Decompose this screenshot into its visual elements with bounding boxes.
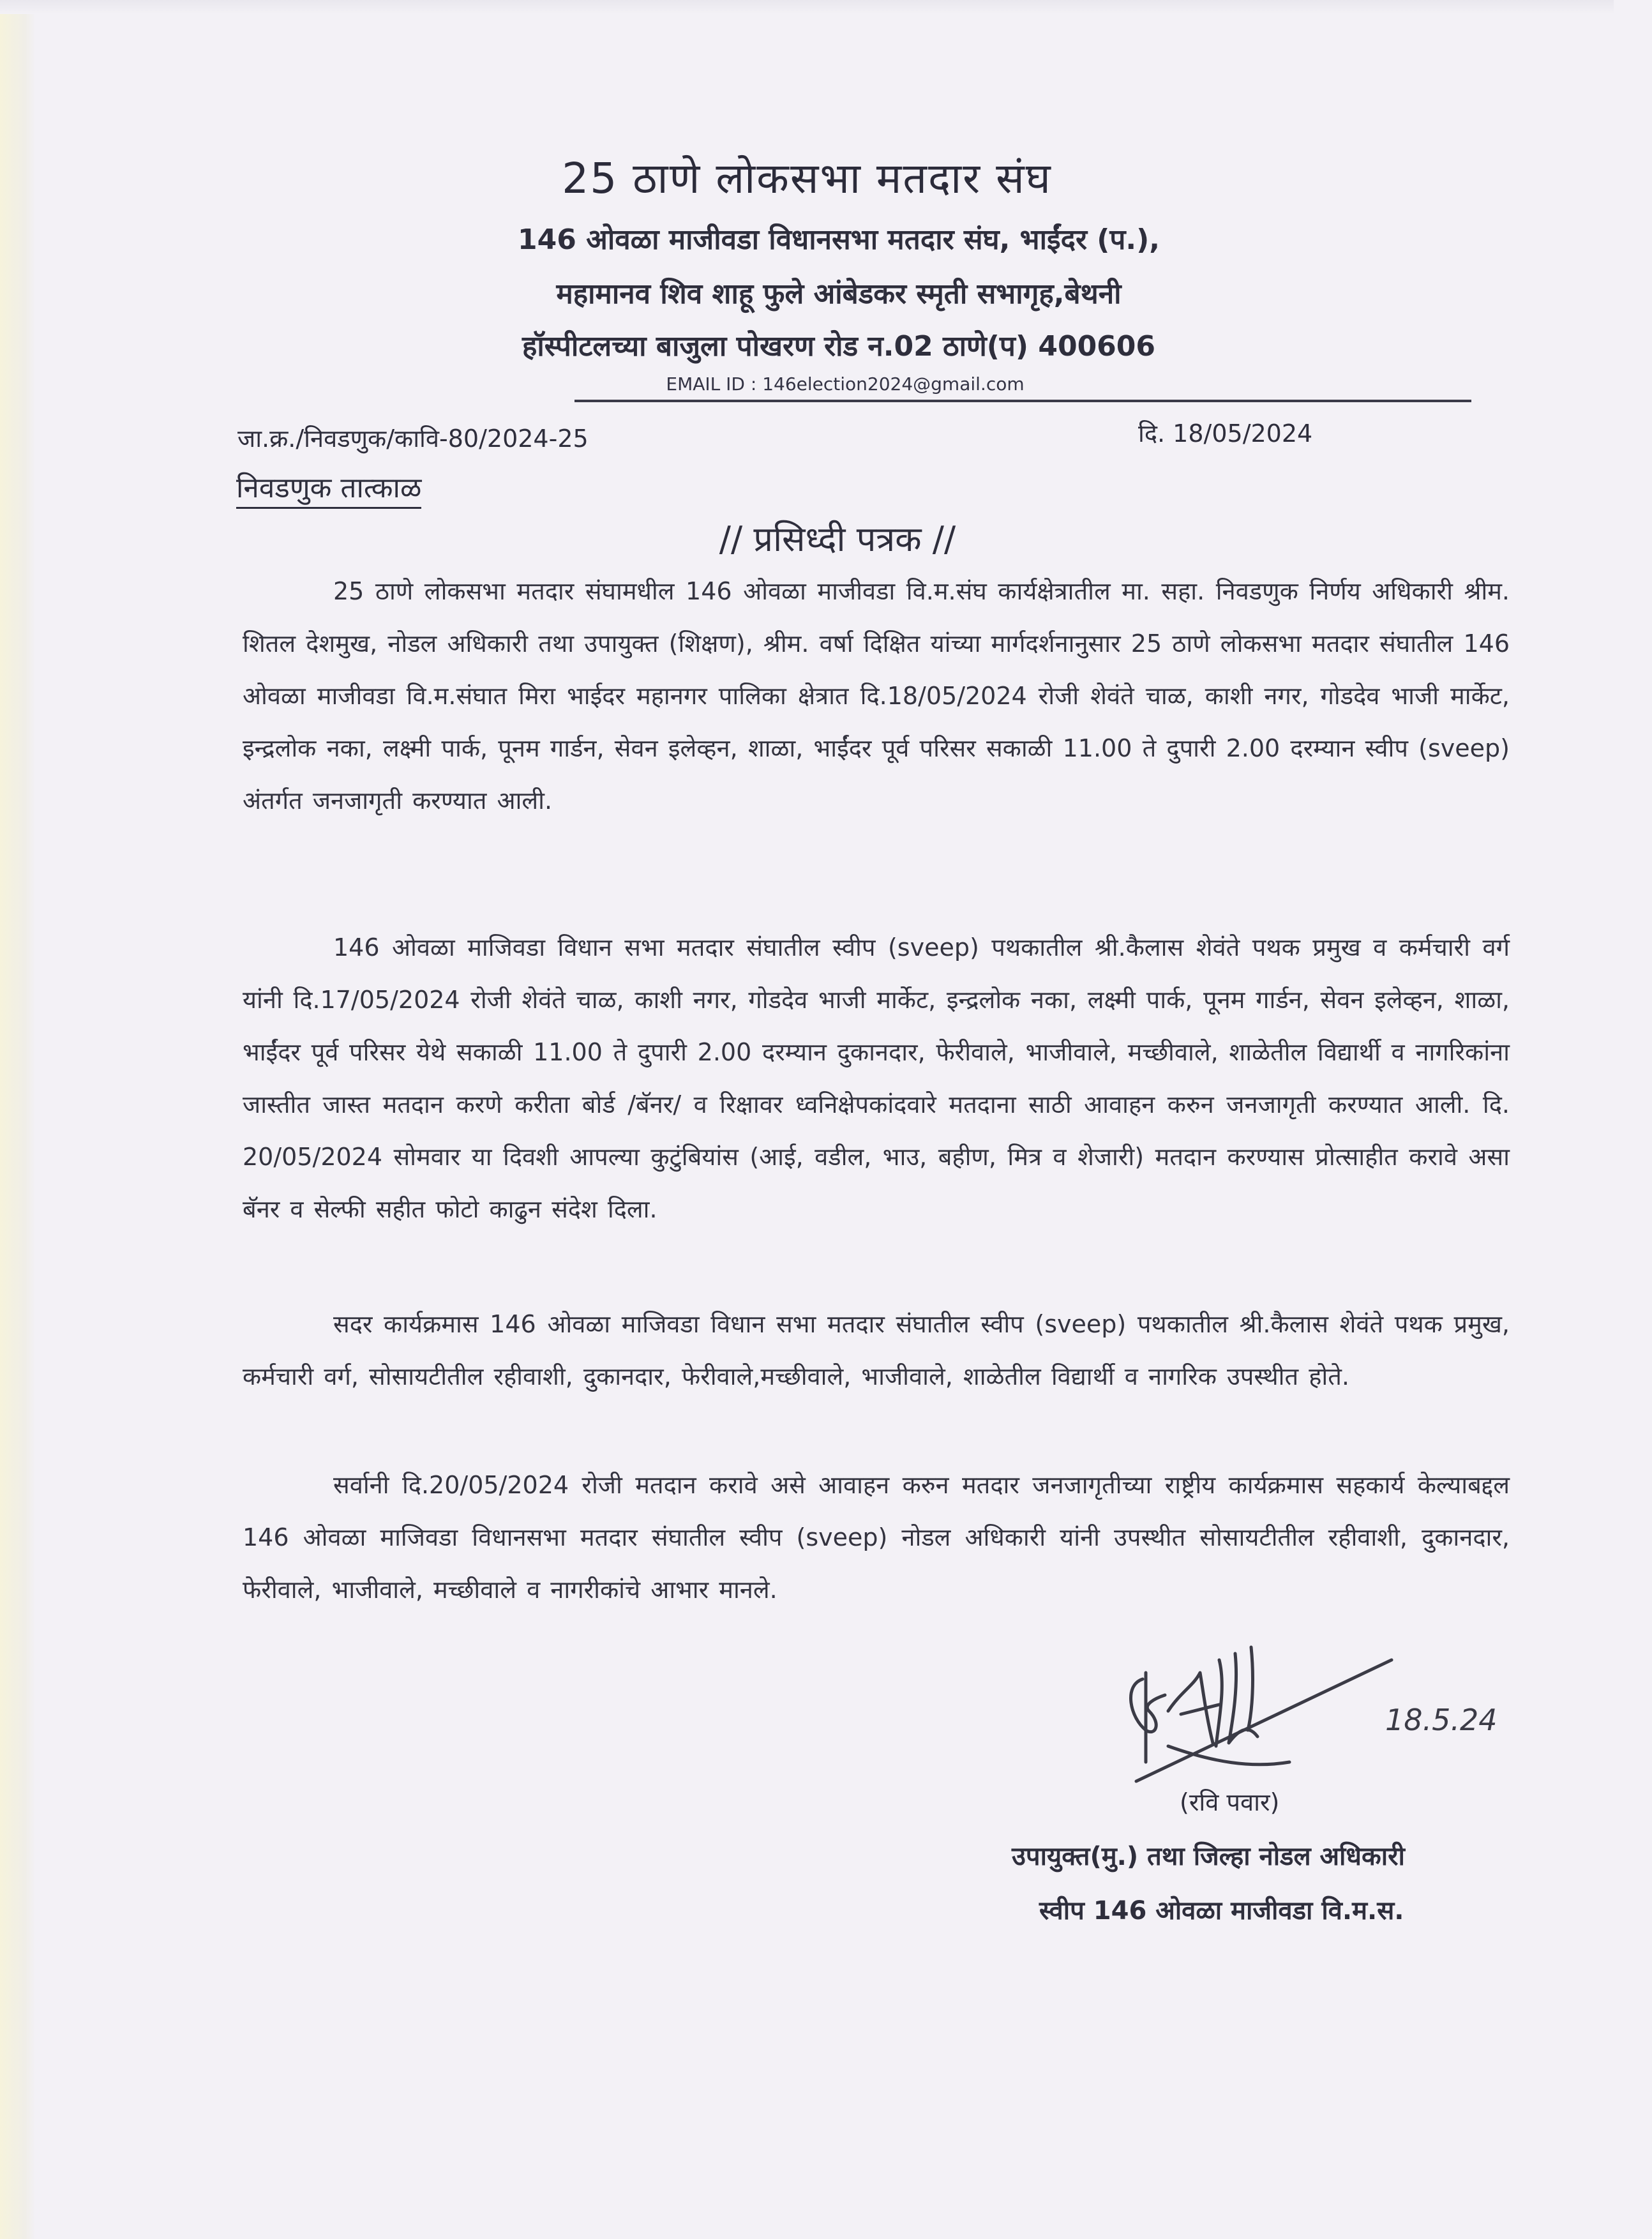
body-paragraph-4 <box>243 1459 1510 1616</box>
address-line-3: हॉस्पीटलच्या बाजुला पोखरण रोड न.02 ठाणे(प) 400606 <box>522 330 1156 363</box>
document-date: दि. 18/05/2024 <box>1138 419 1313 448</box>
signatory-office: स्वीप 146 ओवळा माजीवडा वि.म.स. <box>1039 1896 1404 1926</box>
reference-number: जा.क्र./निवडणुक/कावि-80/2024-25 <box>237 425 589 453</box>
signatory-designation: उपायुक्त(मु.) तथा जिल्हा नोडल अधिकारी <box>1012 1842 1405 1871</box>
header-divider <box>574 400 1471 402</box>
document-heading: // प्रसिध्दी पत्रक // <box>719 519 956 559</box>
paragraph-text: 25 ठाणे लोकसभा मतदार संघामधील 146 ओवळा माजीवडा वि.म.संघ कार्यक्षेत्रातील मा. सहा. निवडणुक निर्णय अधिकारी श्रीम. शितल देशमुख, नोडल अधिकारी तथा उपायुक्त (शिक्षण), श्रीम. वर्षा दिक्षित यांच्या मार्गदर्शनानुसार 25 ठाणे लोकसभा मतदार संघातील 146 ओवळा माजीवडा वि.म.संघात मिरा भाईदर महानगर पालिका क्षेत्रात दि.18/05/2024 रोजी शेवंते चाळ, काशी नगर, गोडदेव भाजी मार्केट, इन्द्रलोक नका, लक्ष्मी पार्क, पूनम गार्डन, सेवन इलेव्हन, शाळा, भाईंदर पूर्व परिसर सकाळी 11.00 ते दुपारी 2.00 दरम्यान स्वीप (sveep) अंतर्गत जनजागृती करण्यात आली. <box>243 577 1510 815</box>
urgent-label: निवडणुक तात्काळ <box>236 467 421 509</box>
paragraph-text: सदर कार्यक्रमास 146 ओवळा माजिवडा विधान सभा मतदार संघातील स्वीप (sveep) पथकातील श्री.कैलास शेवंते पथक प्रमुख, कर्मचारी वर्ग, सोसायटीतील रहीवाशी, दुकानदार, फेरीवाले,मच्छीवाले, भाजीवाले, शाळेतील विद्यार्थी व नागरिक उपस्थीत होते. <box>243 1310 1510 1391</box>
scan-edge-left <box>0 0 36 2239</box>
paragraph-text: सर्वानी दि.20/05/2024 रोजी मतदान करावे असे आवाहन करुन मतदार जनजागृतीच्या राष्ट्रीय कार्यक्रमास सहकार्य केल्याबद्दल 146 ओवळा माजिवडा विधानसभा मतदार संघातील स्वीप (sveep) नोडल अधिकारी यांनी उपस्थीत सोसायटीतील रहीवाशी, दुकानदार, फेरीवाले, भाजीवाले, मच्छीवाले व नागरीकांचे आभार मानले. <box>243 1471 1510 1604</box>
header-title: 25 ठाणे लोकसभा मतदार संघ <box>562 154 1052 203</box>
body-paragraph-2 <box>243 921 1510 1235</box>
paragraph-text: 146 ओवळा माजिवडा विधान सभा मतदार संघातील स्वीप (sveep) पथकातील श्री.कैलास शेवंते पथक प्रमुख व कर्मचारी वर्ग यांनी दि.17/05/2024 रोजी शेवंते चाळ, काशी नगर, गोडदेव भाजी मार्केट, इन्द्रलोक नका, लक्ष्मी पार्क, पूनम गार्डन, सेवन इलेव्हन, शाळा, भाईंदर पूर्व परिसर येथे सकाळी 11.00 ते दुपारी 2.00 दरम्यान दुकानदार, फेरीवाले, भाजीवाले, मच्छीवाले, शाळेतील विद्यार्थी व नागरिकांना जास्तीत जास्त मतदान करणे करीता बोर्ड /बॅनर/ व रिक्षावर ध्वनिक्षेपकांदवारे मतदाना साठी आवाहन करुन जनजागृती करण्यात आली. दि. 20/05/2024 सोमवार या दिवशी आपल्या कुटुंबियांस (आई, वडील, भाउ, बहीण, मित्र व शेजारी) मतदान करण्यास प्रोत्साहीत करावे असा बॅनर व सेल्फी सहीत फोटो काढुन संदेश दिला. <box>243 933 1510 1223</box>
signature-date: 18.5.24 <box>1385 1703 1498 1737</box>
scan-edge-top <box>0 0 1614 14</box>
body-paragraph-3 <box>243 1298 1510 1403</box>
address-line-1: 146 ओवळा माजीवडा विधानसभा मतदार संघ, भाईंदर (प.), <box>518 223 1160 256</box>
body-paragraph-1 <box>243 565 1510 827</box>
signatory-name: (रवि पवार) <box>1180 1788 1280 1816</box>
address-line-2: महामानव शिव शाहू फुले आंबेडकर स्मृती सभागृह,बेथनी <box>556 278 1122 310</box>
handwritten-signature <box>1085 1634 1498 1781</box>
email-line: EMAIL ID : 146election2024@gmail.com <box>666 373 1025 395</box>
